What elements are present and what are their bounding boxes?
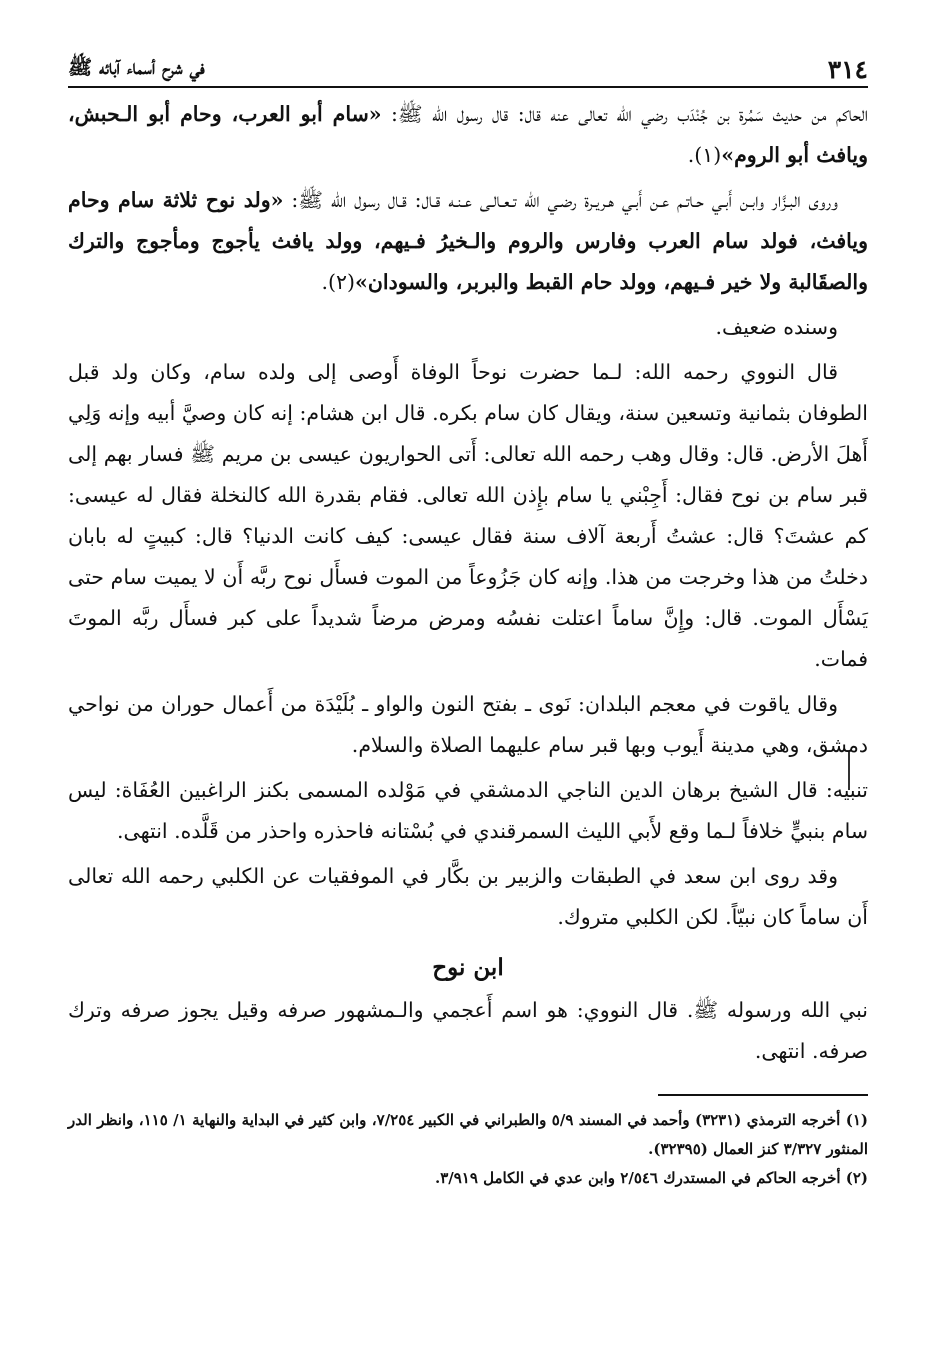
paragraph-ibn-saad: وقد روى ابن سعد في الطبقات والزبير بن بكَّار في الموفقيات عن الكلبي رحمه الله تعالى أَن ساماً كان نبيّاً. لكن الكلبي متروك. (68, 864, 868, 929)
section-heading: ابن نوح (432, 954, 504, 981)
paragraph-bazzar-hadith (68, 180, 868, 303)
paragraph-yaqut: وقال ياقوت في معجم البلدان: نَوى ـ بفتح النون والواو ـ بُلَيْدَة من أَعمال حوران من نواحي دمشق، وهي مدينة أَيوب وبها قبر سام عليهما الصلاة والسلام. (68, 692, 868, 757)
footnote-ref: (٢). (321, 270, 356, 294)
page-body (68, 94, 868, 1072)
footnote-1: (١) أخرجه الترمذي (٣٢٣١) وأحمد في المسند ٥/٩ والطبراني في الكبير ٧/٢٥٤، وابن كثير في البداية والنهاية ١/ ١١٥، وانظر الدر المنثور ٣/٣٢٧ كنز العمال (٣٢٣٩٥). (68, 1111, 868, 1158)
page-number: ٣١٤ (827, 55, 868, 84)
paragraph-nawawi: قال النووي رحمه الله: لـما حضرت نوحاً الوفاة أَوصى إلى ولده سام، وكان ولد قبل الطوفان بثمانية وتسعين سنة، ويقال كان سام بكره. قال ابن هشام: إنه كان وصيَّ أبيه وإنه وَلِي أَهلَ الأرض. قال: وقال وهب رحمه الله تعالى: أَتى الحواريون عيسى بن مريم ﷺ فسار بهم إلى قبر سام بن نوح فقال: أَجِبْني يا سام بإِذن الله تعالى. فقام بقدرة الله كالنخلة فقال له عيسى: كم عشتَ؟ قال: عشتُ أَربعة آلاف سنة فقال عيسى: كيف كانت الدنيا؟ قال: كبيتٍ له بابان دخلتُ من هذا وخرجت من هذا. وإنه كان جَزُوعاً من الموت فسأَل نوح ربَّه أَن لا يميت سام حتى يَسْأَل الموت. قال: وإِنَّ ساماً اعتلت نفسُه ومرض مرضاً شديداً على كبر فسأَل ربَّه الموتَ فمات. (68, 360, 868, 671)
paragraph-hakim-hadith (68, 94, 868, 176)
footnote-divider (658, 1094, 868, 1096)
footnotes (68, 1106, 868, 1193)
document-page (68, 40, 868, 1193)
paragraph-text: وروى البـزَّار وابـن أَبـي حـاتـم عـن أَبـي هـريـرة رضـي الله تـعـالـى عـنـه قـال: قـال رسول الله ﷺ: (283, 188, 838, 212)
running-title: في شرح أسماء آبائه ﷺ (68, 55, 205, 79)
page-header (68, 40, 868, 88)
paragraph-note: تنبيه: قال الشيخ برهان الدين الناجي الدمشقي في مَوْلده المسمى بكنز الراغبين العُفَاة: ليس سام بنبيٍّ خلافاً لـما وقع لأَبي الليث السمرقندي في بُسْتانه فاحذره واحذر من قَلَّده. انتهى. (68, 778, 868, 843)
paragraph-ibn-nuh: نبي الله ورسوله ﷺ. قال النووي: هو اسم أَعجمي والـمشهور صرفه وقيل يجوز صرفه وترك صرفه. انتهى. (68, 998, 868, 1063)
hadith-quote: «سام أبو العرب، وحام أبو الـحبش، ويافث أبو الروم» (68, 102, 868, 167)
paragraph-text: الحاكم من حديث سَمُرة بن جُنْدَب رضي الله تعالى عنه قال: قال رسول الله ﷺ: (381, 102, 868, 126)
footnote-2: (٢) أخرجه الحاكم في المستدرك ٢/٥٤٦ وابن عدي في الكامل ٣/٩١٩. (434, 1169, 868, 1187)
margin-mark (848, 752, 850, 790)
footnote-ref: (١). (687, 143, 722, 167)
paragraph-weak-chain: وسنده ضعيف. (715, 315, 838, 339)
hadith-quote: «ولد نوح ثلاثة سام وحام ويافث، فولد سام العرب وفارس والروم والـخيرُ فـيهم، وولد يافث يأجوج ومأجوج والترك والصقَالبة ولا خير فـيهم، وولد حام القبط والبربر، والسودان» (68, 188, 868, 294)
